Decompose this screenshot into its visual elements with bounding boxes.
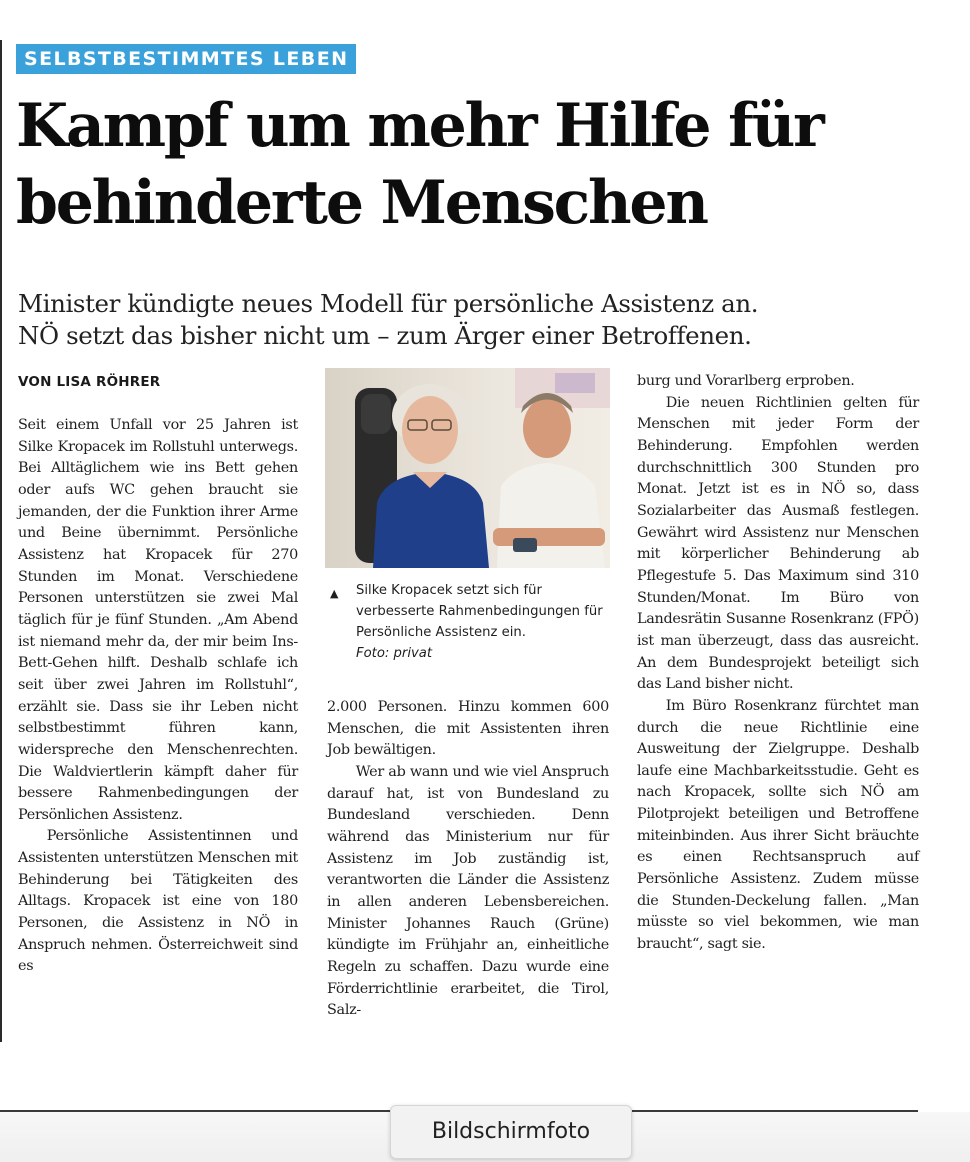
- caption-triangle-icon: ▲: [330, 587, 339, 600]
- headline-line-2: behinderte Menschen: [16, 168, 707, 238]
- article-column-2: [327, 697, 609, 1022]
- paragraph: burg und Vorarlberg erproben.: [637, 373, 855, 389]
- left-column-rule: [0, 40, 2, 1042]
- subheadline-line-1: Minister kündigte neues Modell für persönliche Assistenz an.: [18, 289, 759, 318]
- paragraph: 2.000 Personen. Hinzu kommen 600 Menschen, die mit Assistenten ihren Job bewältigen.: [327, 699, 609, 759]
- article-photo: [325, 368, 610, 568]
- screenshot-tooltip: Bildschirmfoto: [390, 1105, 632, 1159]
- paragraph: Im Büro Rosenkranz fürchtet man durch die neue Richtlinie eine Ausweitung der Zielgruppe. Deshalb laufe eine Machbarkeitsstudie. Geht es nach Kropacek, sollte sich NÖ am Pilotprojekt beteiligen und Betroffene miteinbinden. Aus ihrer Sicht bräuchte es einen Rechtsanspruch auf Persönliche Assistenz. Zudem müsse die Stunden-Deckelung fallen. „Man müsste so viel bekommen, wie man braucht“, sagt sie.: [637, 697, 919, 953]
- paragraph: Seit einem Unfall vor 25 Jahren ist Silke Kropacek im Rollstuhl unterwegs. Bei Alltäglichem wie ins Bett gehen oder aufs WC gehen braucht sie jemanden, der die Funktion ihrer Arme und Beine übernimmt. Persönliche Assistenz hat Kropacek für 270 Stunden im Monat. Verschiedene Personen unterstützen sie zwei Mal täglich für je fünf Stunden. „Am Abend ist niemand mehr da, der mir beim Ins-Bett-Gehen hilft. Deshalb schlafe ich seit über zwei Jahren im Rollstuhl“, erzählt sie. Dass sie ihr Leben nicht selbstbestimmt führen kann, widerspreche den Menschenrechten. Die Waldviertlerin kämpft daher für bessere Rahmenbedingungen der Persönlichen Assistenz.: [18, 417, 298, 823]
- headline-line-1: Kampf um mehr Hilfe für: [16, 91, 823, 161]
- paragraph: Wer ab wann und wie viel Anspruch darauf hat, ist von Bundesland zu Bundesland verschieden. Denn während das Ministerium nur für Assistenz im Job zuständig ist, verantworten die Länder die Assistenz in allen anderen Lebensbereichen. Minister Johannes Rauch (Grüne) kündigte im Frühjahr an, einheitliche Regeln zu schaffen. Dazu wurde eine Förderrichtlinie erarbeitet, die Tirol, Salz-: [327, 763, 609, 1019]
- kicker-label: SELBSTBESTIMMTES LEBEN: [16, 44, 356, 74]
- article-column-3: [637, 371, 919, 956]
- article-column-1: [18, 415, 298, 978]
- photo-credit: Foto: privat: [356, 646, 433, 661]
- subheadline: [18, 288, 918, 352]
- photo-illustration: [325, 368, 610, 568]
- paragraph: Die neuen Richtlinien gelten für Menschen mit jeder Form der Behinderung. Empfohlen werden durchschnittlich 300 Stunden pro Monat. Jetzt ist es in NÖ so, dass Sozialarbeiter das Ausmaß festlegen. Gewährt wird Assistenz nur Menschen mit körperlicher Behinderung ab Pflegestufe 5. Das Maximum sind 310 Stunden/Monat. Im Büro von Landesrätin Susanne Rosenkranz (FPÖ) ist man überzeugt, dass das ausreicht. An dem Bundesprojekt beteiligt sich das Land bisher nicht.: [637, 394, 919, 693]
- headline: [16, 88, 956, 242]
- subheadline-line-2: NÖ setzt das bisher nicht um – zum Ärger einer Betroffenen.: [18, 321, 752, 350]
- photo-caption: [330, 580, 615, 664]
- byline: VON LISA RÖHRER: [18, 374, 161, 390]
- paragraph: Persönliche Assistentinnen und Assistenten unterstützen Menschen mit Behinderung bei Tätigkeiten des Alltags. Kropacek ist eine von 180 Personen, die Assistenz in NÖ in Anspruch nehmen. Österreichweit sind es: [18, 828, 298, 975]
- caption-text: Silke Kropacek setzt sich für verbesserte Rahmenbedingungen für Persönliche Assistenz ein.: [356, 583, 603, 640]
